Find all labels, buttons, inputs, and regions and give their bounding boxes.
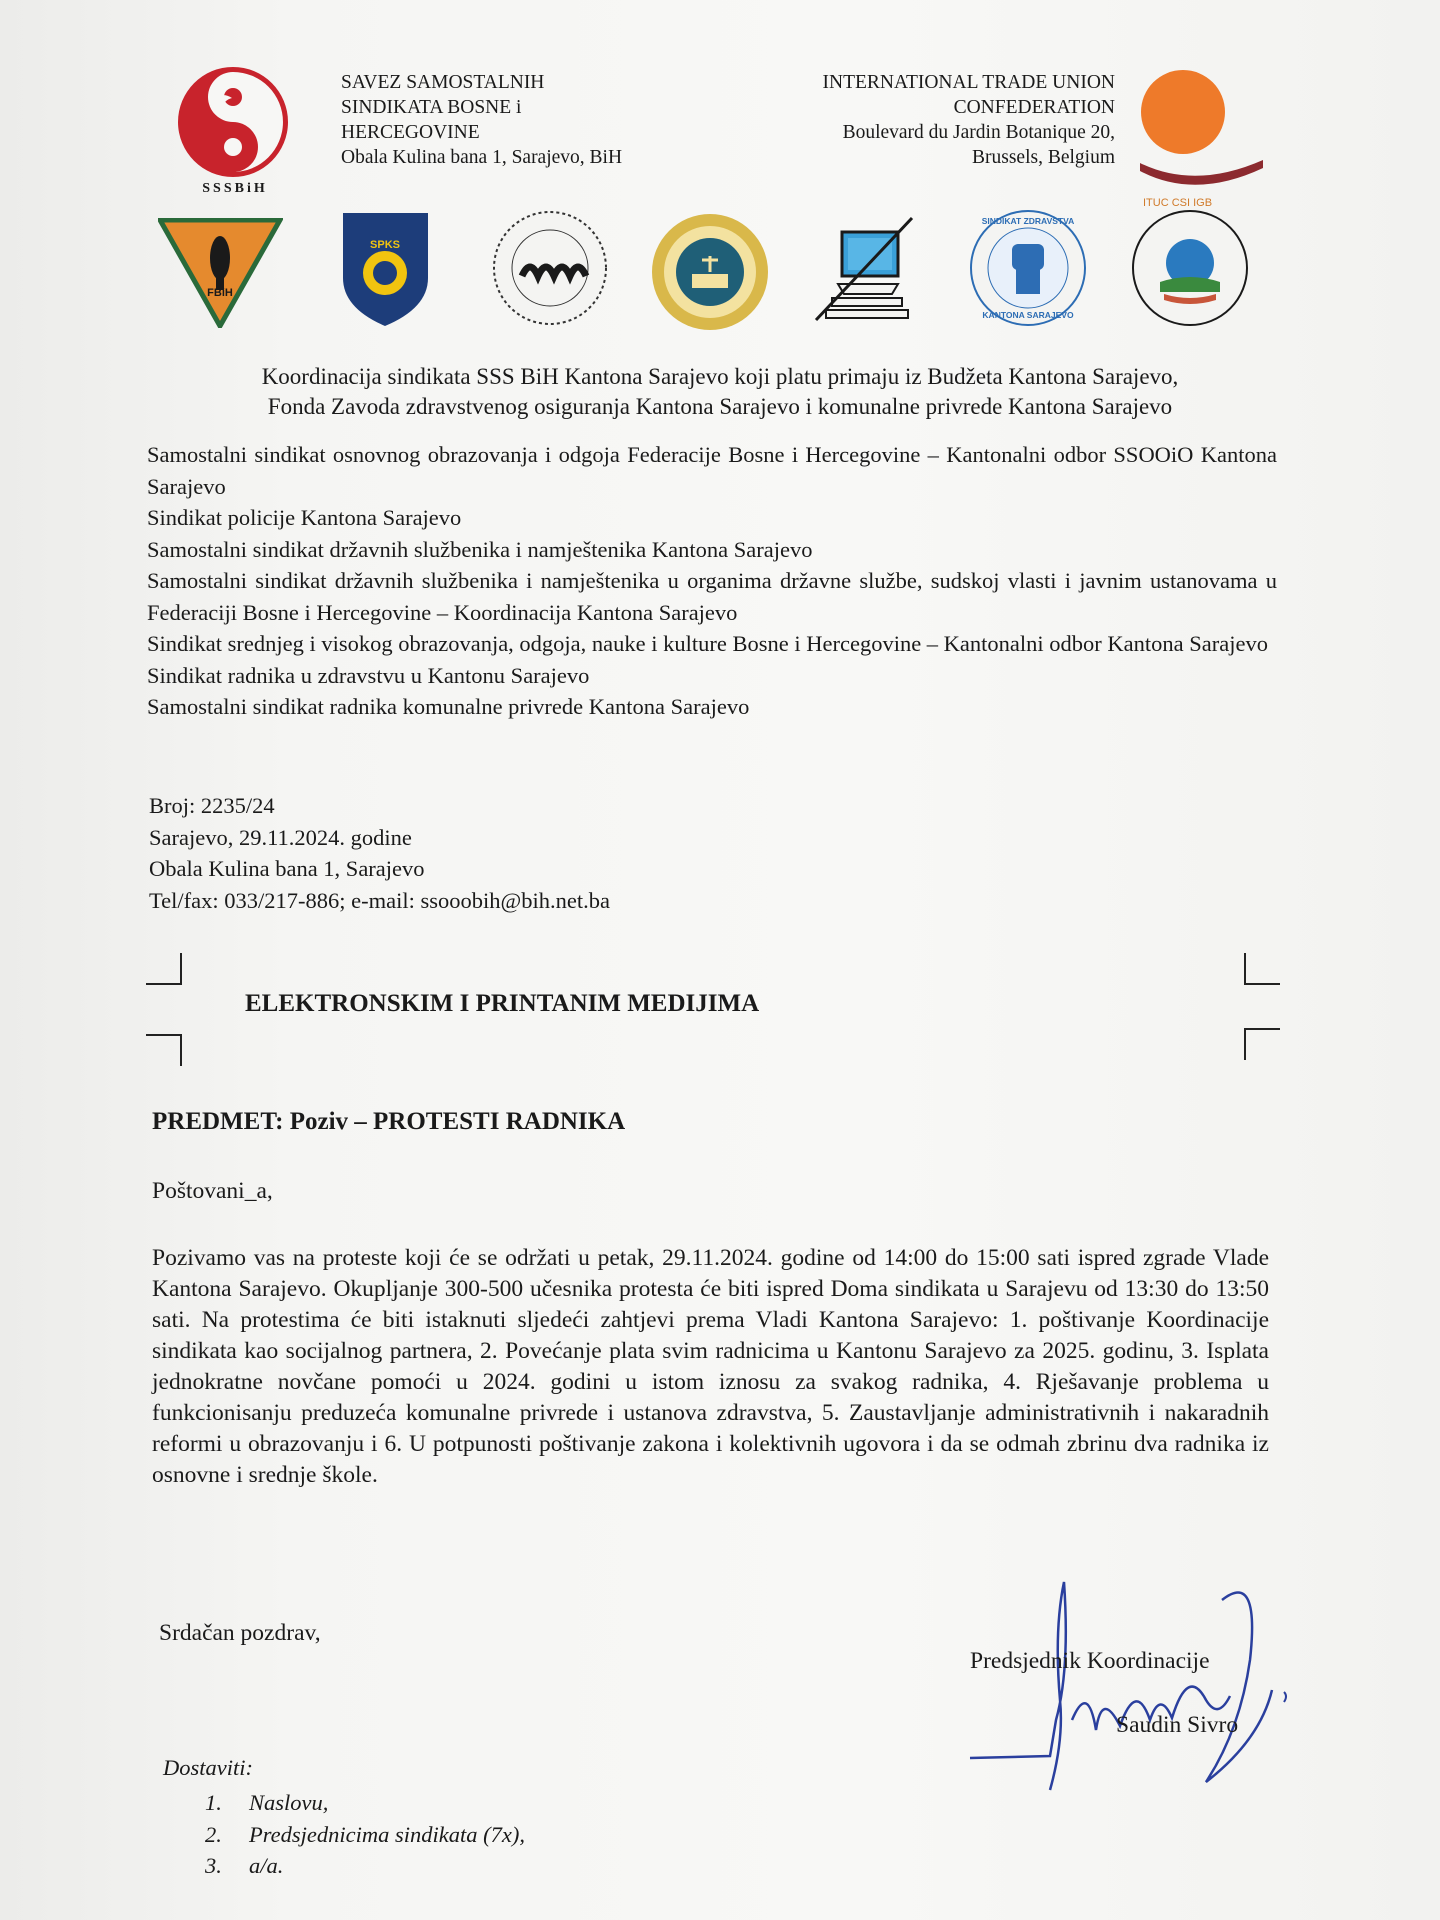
distribution-label: Dostaviti: — [163, 1755, 253, 1780]
signatory-title: Predsjednik Koordinacije — [970, 1648, 1210, 1674]
union-item: Samostalni sindikat državnih službenika i namještenika Kantona Sarajevo — [147, 536, 813, 562]
address-corner-top-right — [1244, 953, 1280, 985]
ituc-name-line1: INTERNATIONAL TRADE UNION — [822, 72, 1115, 93]
distribution-item-text: Predsjednicima sindikata (7x), — [249, 1821, 525, 1847]
ituc-address-line2: Brussels, Belgium — [971, 147, 1115, 168]
ituc-logo-icon — [1135, 68, 1265, 210]
union-item: Sindikat policije Kantona Sarajevo — [147, 505, 462, 530]
sssbih-name-line3: HERCEGOVINE — [341, 122, 480, 143]
fbih-triangle-icon — [158, 218, 283, 328]
komunalni-union-icon — [1130, 208, 1250, 328]
ituc-logo-text: ITUC CSI IGB — [1143, 197, 1213, 209]
fbih-text: FBiH — [207, 287, 233, 299]
letter-body: Pozivamo vas na proteste koji će se održati u petak, 29.11.2024. godine od 14:00 do 15:00 sati ispred zgrade Vlade Kantona Sarajevo. Okupljanje 300-500 učesnika protesta će biti ispred Doma sindikata u Sarajevu od 13:30 do 13:50 sati. Na protestima će biti istaknuti sljedeći zahtjevi prema Vladi Kantona Sarajevo: 1. poštivanje Koordinacije sindikata kao socijalnog partnera, 2. Povećanje plata svim radnicima u Kantonu Sarajevo za 2025. godinu, 3. Isplata jednokratne novčane pomoći u 2024. godini u istom iznosu za svakog radnika, 4. Rješavanje problema u funkcionisanju preduzeća komunalne privrede i ustanova zdravstva, 5. Zaustavljanje administrativnih i nakaradnih reformi u obrazovanju i 6. U potpunosti poštivanje zakona i kolektivnih ugovora i da se odmah zbrinu dva radnika iz osnovne i srednje škole. — [152, 1245, 1269, 1488]
signatory-name: Saudin Sivro — [1116, 1712, 1239, 1738]
sssbih-name-line1: SAVEZ SAMOSTALNIH — [341, 72, 545, 93]
coordination-title — [140, 362, 1300, 422]
signature-scribble — [960, 1570, 1300, 1810]
document-number: Broj: 2235/24 — [149, 793, 275, 818]
sssbih-address: Obala Kulina bana 1, Sarajevo, BiH — [341, 147, 623, 168]
ituc-header — [720, 70, 1115, 170]
distribution-item — [205, 1819, 525, 1851]
distribution-item — [205, 1787, 525, 1819]
sssbih-header — [341, 70, 622, 170]
document-meta — [149, 790, 610, 916]
spks-text: SPKS — [370, 239, 400, 251]
recipient: ELEKTRONSKIM I PRINTANIM MEDIJIMA — [245, 990, 760, 1017]
union-item: Samostalni sindikat državnih službenika i namještenika u organima državne službe, sudskoj vlasti i javnim ustanovama u Federaciji Bosne i Hercegovine – Koordinacija Kantona Sarajevo — [147, 568, 1277, 625]
document-contact: Tel/fax: 033/217-886; e-mail: ssooobih@bih.net.ba — [149, 887, 610, 913]
education-union-icon — [650, 212, 770, 332]
document-date: Sarajevo, 29.11.2024. godine — [149, 824, 412, 850]
sssbih-name-line2: SINDIKATA BOSNE i — [341, 97, 522, 118]
distribution-item-text: Naslovu, — [249, 1790, 329, 1815]
ituc-name-line2: CONFEDERATION — [953, 97, 1115, 118]
subject-line: PREDMET: Poziv – PROTESTI RADNIKA — [152, 1108, 626, 1135]
computer-icon — [812, 212, 922, 324]
fist-icon — [968, 208, 1088, 328]
zdravstvo-top-text: SINDIKAT ZDRAVSTVA — [981, 216, 1075, 226]
address-corner-bottom-right — [1244, 1028, 1280, 1060]
greeting: Poštovani_a, — [152, 1178, 273, 1204]
distribution-item — [205, 1850, 525, 1882]
document-address: Obala Kulina bana 1, Sarajevo — [149, 856, 425, 881]
distribution-item-number: 3. — [205, 1853, 222, 1878]
sssbih-logo-text: SSSBiH — [202, 181, 268, 196]
sssbih-logo-icon — [175, 64, 295, 199]
closing: Srdačan pozdrav, — [159, 1620, 321, 1646]
union-item: Sindikat srednjeg i visokog obrazovanja, odgoja, nauke i kulture Bosne i Hercegovine – Kantonalni odbor Kantona Sarajevo — [147, 631, 1268, 656]
union-item: Samostalni sindikat radnika komunalne privrede Kantona Sarajevo — [147, 694, 750, 719]
coordination-line2: Fonda Zavoda zdravstvenog osiguranja Kantona Sarajevo i komunalne privrede Kantona Sarajevo — [267, 394, 1173, 419]
union-item: Samostalni sindikat osnovnog obrazovanja i odgoja Federacije Bosne i Hercegovine – Kantonalni odbor SSOOiO Kantona Sarajevo — [147, 442, 1277, 499]
distribution-item-number: 1. — [205, 1790, 222, 1815]
union-item: Sindikat radnika u zdravstvu u Kantonu Sarajevo — [147, 662, 590, 688]
distribution-item-number: 2. — [205, 1821, 222, 1847]
address-corner-bottom-left — [146, 1034, 182, 1066]
ituc-address-line1: Boulevard du Jardin Botanique 20, — [842, 122, 1115, 143]
coordination-line1: Koordinacija sindikata SSS BiH Kantona Sarajevo koji platu primaju iz Budžeta Kantona Sarajevo, — [261, 364, 1179, 389]
unions-list — [147, 439, 1277, 723]
state-servants-union-icon — [490, 208, 610, 328]
distribution-list — [205, 1787, 525, 1882]
spks-shield-icon — [338, 208, 433, 328]
zdravstvo-bottom-text: KANTONA SARAJEVO — [982, 310, 1074, 320]
distribution-item-text: a/a. — [249, 1853, 284, 1878]
address-corner-top-left — [146, 953, 182, 985]
